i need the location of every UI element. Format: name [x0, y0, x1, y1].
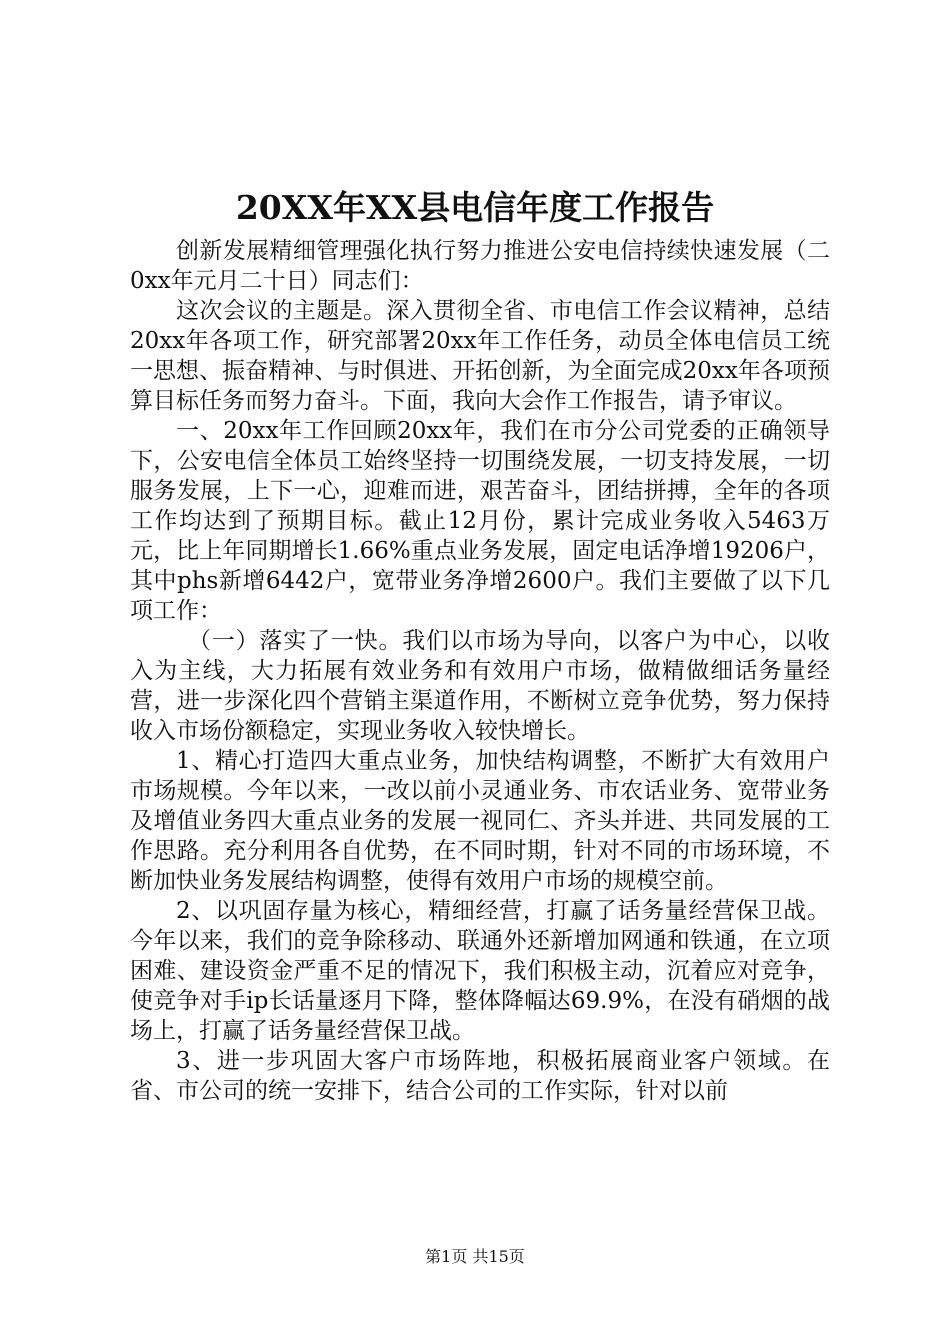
paragraph-item-1: 1、精心打造四大重点业务，加快结构调整，不断扩大有效用户市场规模。今年以来，一改以前小灵通业务、市农话业务、宽带业务及增值业务四大重点业务的发展一视同仁、齐头并进、共同发展的工作思路。充分利用各自优势，在不同时期，针对不同的市场环境，不断加快业务发展结构调整，使得有效用户市场的规模空前。 — [130, 748, 830, 894]
document-title: 20XX年XX县电信年度工作报告 — [235, 188, 715, 227]
document-body — [130, 236, 830, 1106]
paragraph-review: 一、20xx年工作回顾20xx年，我们在市分公司党委的正确领导下，公安电信全体员工始终坚持一切围绕发展，一切支持发展，一切服务发展，上下一心，迎难而进，艰苦奋斗，团结拼搏，全年的各项工作均达到了预期目标。截止12月份，累计完成业务收入5463万元，比上年同期增长1.66%重点业务发展，固定电话净增19206户，其中phs新增6442户，宽带业务净增2600户。我们主要做了以下几项工作： — [130, 418, 830, 624]
page-number-footer: 第1页 共15页 — [425, 1247, 525, 1266]
paragraph-intro: 创新发展精细管理强化执行努力推进公安电信持续快速发展（二0xx年元月二十日）同志们： — [130, 238, 830, 294]
paragraph-meeting-theme: 这次会议的主题是。深入贯彻全省、市电信工作会议精神，总结20xx年各项工作，研究部署20xx年工作任务，动员全体电信员工统一思想、振奋精神、与时俱进、开拓创新，为全面完成20xx年各项预算目标任务而努力奋斗。下面，我向大会作工作报告，请予审议。 — [130, 298, 830, 414]
paragraph-item-3: 3、进一步巩固大客户市场阵地，积极拓展商业客户领域。在省、市公司的统一安排下，结合公司的工作实际，针对以前 — [130, 1048, 830, 1104]
paragraph-item-2: 2、以巩固存量为核心，精细经营，打赢了话务量经营保卫战。今年以来，我们的竞争除移动、联通外还新增加网通和铁通，在立项困难、建设资金严重不足的情况下，我们积极主动，沉着应对竞争，使竞争对手ip长话量逐月下降，整体降幅达69.9%，在没有硝烟的战场上，打赢了话务量经营保卫战。 — [130, 898, 830, 1044]
paragraph-section-one: （一）落实了一快。我们以市场为导向，以客户为中心，以收入为主线，大力拓展有效业务和有效用户市场，做精做细话务量经营，进一步深化四个营销主渠道作用，不断树立竞争优势，努力保持收入市场份额稳定，实现业务收入较快增长。 — [130, 628, 830, 744]
